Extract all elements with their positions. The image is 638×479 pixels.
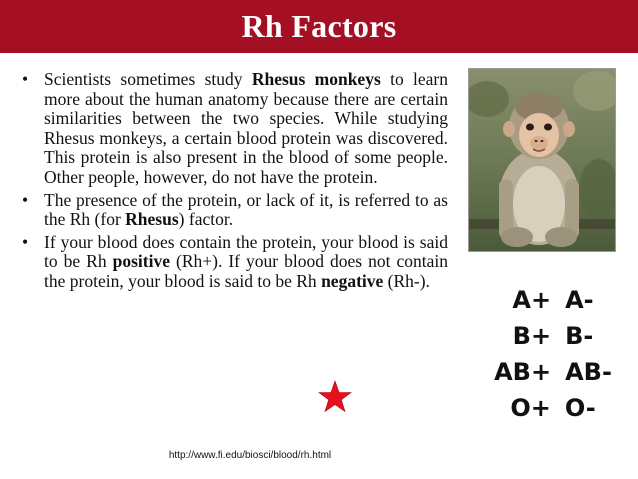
- blood-type-label: O-: [564, 394, 596, 422]
- bullet-text: (Rh+). If your blood does not contain the protein, your blood is said to be Rh: [44, 251, 448, 291]
- bullet-item-3: [22, 233, 448, 292]
- bullet-text: to learn more about the human anatomy because there are certain similarities between the two species. While studying Rhesus monkeys, a certain blood protein was discovered. This protein is also present in the blood of some people. Other people, however, do not have the protein.: [44, 69, 448, 187]
- bullet-text: (Rh-).: [383, 270, 430, 291]
- bullet-bold-text: positive: [112, 251, 170, 272]
- bullet-text: If your blood does contain the protein, your blood is said to be Rh: [44, 231, 448, 272]
- bullet-text: ) factor.: [178, 209, 234, 230]
- bullet-list: [22, 70, 448, 295]
- blood-type-row: [478, 318, 628, 354]
- bullet-bold-text: negative: [321, 270, 384, 291]
- bullet-text: Scientists sometimes study: [44, 69, 252, 89]
- source-url: http://www.fi.edu/biosci/blood/rh.html: [168, 450, 332, 461]
- bullet-item-1: [22, 70, 448, 188]
- blood-type-label: AB+: [494, 358, 552, 386]
- bullet-bold-text: Rhesus: [125, 209, 179, 230]
- blood-type-row: [478, 390, 628, 426]
- bullet-item-2: [22, 191, 448, 230]
- blood-type-label: O+: [510, 394, 551, 422]
- blood-type-label: B+: [512, 322, 552, 350]
- blood-types: [478, 282, 628, 426]
- bullet-marker: •: [22, 189, 29, 210]
- blood-type-label: B-: [565, 322, 594, 350]
- blood-type-row: [478, 354, 628, 390]
- bullet-marker: •: [22, 69, 29, 89]
- blood-type-label: A-: [565, 286, 594, 314]
- slide-title: Rh Factors: [241, 8, 397, 44]
- blood-type-label: AB-: [565, 358, 612, 386]
- bullet-bold-text: Rhesus monkeys: [251, 69, 381, 89]
- rhesus-monkey-photo: [468, 68, 616, 252]
- blood-type-row: [478, 282, 628, 318]
- bullet-text: The presence of the protein, or lack of it, is referred to as the Rh (for: [44, 189, 448, 230]
- bullet-marker: •: [22, 231, 29, 252]
- monkey-illustration: [469, 69, 615, 251]
- title-bar: [0, 0, 638, 53]
- red-star-icon: [318, 380, 352, 413]
- blood-type-label: A+: [512, 286, 552, 314]
